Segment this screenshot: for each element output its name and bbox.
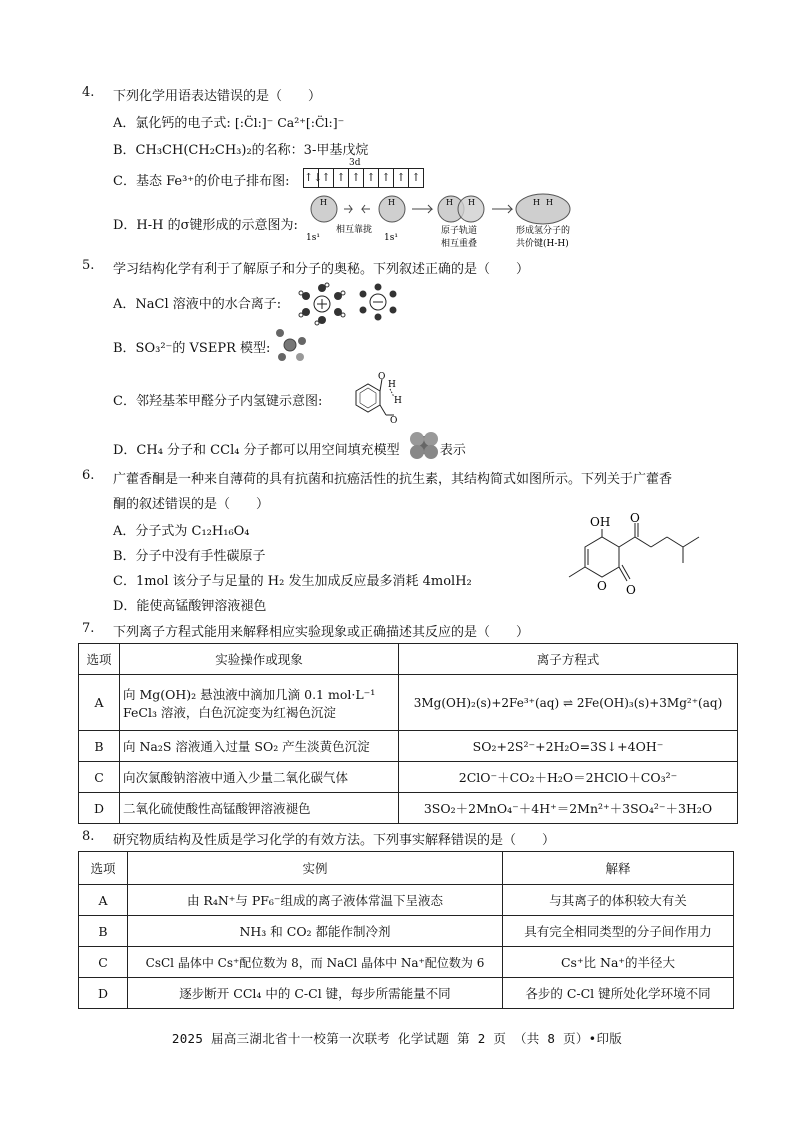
orbital-box-cell: ↑ bbox=[318, 169, 333, 187]
svg-text:H: H bbox=[533, 198, 540, 207]
q6-option-d: D．能使高锰酸钾溶液褪色 bbox=[113, 599, 267, 614]
q7-stem: 下列离子方程式能用来解释相应实验现象或正确描述其反应的是（ ） bbox=[113, 625, 530, 640]
q4-option-b: B．CH₃CH(CH₂CH₃)₂的名称：3-甲基戊烷 bbox=[113, 143, 369, 158]
orbital-box-cell: ↑ bbox=[378, 169, 393, 187]
header-cell: 实验操作或现象 bbox=[120, 644, 399, 675]
svg-text:原子轨道: 原子轨道 bbox=[441, 226, 478, 236]
pogostone-structure bbox=[545, 511, 705, 605]
q6-stem-line2: 酮的叙述错误的是（ ） bbox=[113, 497, 270, 512]
svg-text:相互重叠: 相互重叠 bbox=[441, 239, 478, 249]
svg-text:O: O bbox=[597, 579, 607, 593]
svg-text:OH: OH bbox=[590, 515, 611, 529]
svg-text:H: H bbox=[388, 198, 395, 207]
q5-option-b: B．SO₃²⁻的 VSEPR 模型: bbox=[113, 341, 271, 356]
q5-option-a: A．NaCl 溶液中的水合离子: bbox=[113, 297, 282, 312]
orbital-box-cell: ↑ bbox=[363, 169, 378, 187]
space-filling-model bbox=[408, 430, 440, 460]
q4-option-d: D．H-H 的σ键形成的示意图为: bbox=[113, 218, 298, 233]
q4-a-text: A．氯化钙的电子式: bbox=[113, 116, 231, 131]
q6-option-a: A．分子式为 C₁₂H₁₆O₄ bbox=[113, 524, 250, 539]
q5-option-d: D．CH₄ 分子和 CCl₄ 分子都可以用空间填充模型 表示 bbox=[113, 443, 466, 458]
orbital-box-cell: ↑ bbox=[393, 169, 408, 187]
table-row: A 向 Mg(OH)₂ 悬浊液中滴加几滴 0.1 mol·L⁻¹ FeCl₃ 溶液，白色沉淀变为红褐色沉淀 3Mg(OH)₂(s)+2Fe³⁺(aq) ⇌ 2Fe(OH)₃(s)+3Mg²⁺(aq) bbox=[79, 675, 738, 731]
table-row: D 逐步断开 CCl₄ 中的 C-Cl 键，每步所需能量不同 各步的 C-Cl 键所处化学环境不同 bbox=[79, 978, 734, 1009]
svg-text:形成氢分子的: 形成氢分子的 bbox=[516, 226, 571, 236]
q4-option-c bbox=[113, 170, 290, 189]
orbital-box-cell: ↑↓ bbox=[304, 171, 323, 184]
q4-stem: 下列化学用语表达错误的是（ ） bbox=[113, 89, 322, 104]
q4-c-text: C．基态 Fe³⁺的价电子排布图: bbox=[113, 174, 290, 189]
arrow-right-icon bbox=[344, 205, 352, 213]
salicylaldehyde-structure bbox=[342, 372, 402, 426]
table-row: B 向 Na₂S 溶液通入过量 SO₂ 产生淡黄色沉淀 SO₂+2S²⁻+2H₂O=3S↓+4OH⁻ bbox=[79, 731, 738, 762]
h-label: H bbox=[320, 198, 327, 207]
svg-text:相互靠拢: 相互靠拢 bbox=[336, 225, 373, 235]
q6-option-c: C．1mol 该分子与足量的 H₂ 发生加成反应最多消耗 4molH₂ bbox=[113, 574, 472, 589]
table-row: A 由 R₄N⁺与 PF₆⁻组成的离子液体常温下呈液态 与其离子的体积较大有关 bbox=[79, 885, 734, 916]
orbital-diagram bbox=[303, 168, 424, 188]
q5-stem: 学习结构化学有利于了解原子和分子的奥秘。下列叙述正确的是（ ） bbox=[113, 262, 530, 277]
svg-text:H: H bbox=[388, 380, 396, 390]
q7-table bbox=[78, 643, 738, 824]
q6-stem-line1: 广藿香酮是一种来自薄荷的具有抗菌和抗癌活性的抗生素，其结构简式如图所示。下列关于广藿香 bbox=[113, 472, 673, 487]
svg-text:共价键(H-H): 共价键(H-H) bbox=[516, 239, 569, 249]
q8-table bbox=[78, 851, 734, 1009]
arrow-right-icon bbox=[412, 205, 432, 213]
svg-text:1s¹: 1s¹ bbox=[306, 233, 320, 243]
q4-a-formula: [:C̈l:]⁻ Ca²⁺[:C̈l:]⁻ bbox=[234, 115, 345, 130]
svg-text:H: H bbox=[546, 198, 553, 207]
table-row: D 二氧化硫使酸性高锰酸钾溶液褪色 3SO₂＋2MnO₄⁻＋4H⁺＝2Mn²⁺＋3SO₄²⁻＋3H₂O bbox=[79, 793, 738, 824]
q4-number: 4. bbox=[82, 85, 95, 100]
orbital-box-cell: ↑ bbox=[348, 169, 363, 187]
header-cell: 离子方程式 bbox=[399, 644, 738, 675]
q5-number: 5. bbox=[82, 258, 95, 273]
q5-option-c: C．邻羟基苯甲醛分子内氢键示意图: bbox=[113, 394, 323, 409]
svg-text:1s¹: 1s¹ bbox=[384, 233, 398, 243]
svg-text:O: O bbox=[626, 583, 636, 597]
svg-text:H: H bbox=[394, 396, 402, 406]
q8-stem: 研究物质结构及性质是学习化学的有效方法。下列事实解释错误的是（ ） bbox=[113, 833, 556, 848]
header-cell: 选项 bbox=[79, 644, 120, 675]
q8-number: 8. bbox=[82, 829, 95, 844]
svg-text:O: O bbox=[378, 372, 386, 382]
svg-text:H: H bbox=[446, 198, 453, 207]
q6-number: 6. bbox=[82, 468, 95, 483]
orbital-box-cell: ↑ bbox=[333, 169, 348, 187]
q4-option-a bbox=[113, 112, 344, 131]
q4-c-3d-label: 3d bbox=[349, 158, 361, 168]
h2-bond-diagram bbox=[306, 192, 580, 252]
svg-text:O: O bbox=[630, 511, 640, 525]
q6-option-b: B．分子中没有手性碳原子 bbox=[113, 549, 266, 564]
table-row: C CsCl 晶体中 Cs⁺配位数为 8，而 NaCl 晶体中 Na⁺配位数为 6 Cs⁺比 Na⁺的半径大 bbox=[79, 947, 734, 978]
arrow-right-icon bbox=[492, 205, 512, 213]
q7-number: 7. bbox=[82, 621, 95, 636]
svg-text:H: H bbox=[468, 198, 475, 207]
orbital-box-cell: ↑ bbox=[408, 169, 423, 187]
svg-text:O: O bbox=[390, 416, 398, 426]
table-header-row: 选项 实例 解释 bbox=[79, 852, 734, 885]
hydrated-ion-diagram bbox=[296, 282, 416, 326]
arrow-left-icon bbox=[362, 205, 370, 213]
page-footer: 2025 届高三湖北省十一校第一次联考 化学试题 第 2 页 （共 8 页）•印版 bbox=[171, 1031, 623, 1046]
table-row: B NH₃ 和 CO₂ 都能作制冷剂 具有完全相同类型的分子间作用力 bbox=[79, 916, 734, 947]
table-header-row bbox=[79, 644, 738, 675]
so3-vsepr-model bbox=[270, 325, 310, 365]
table-row: C 向次氯酸钠溶液中通入少量二氧化碳气体 2ClO⁻＋CO₂＋H₂O＝2HClO＋CO₃²⁻ bbox=[79, 762, 738, 793]
